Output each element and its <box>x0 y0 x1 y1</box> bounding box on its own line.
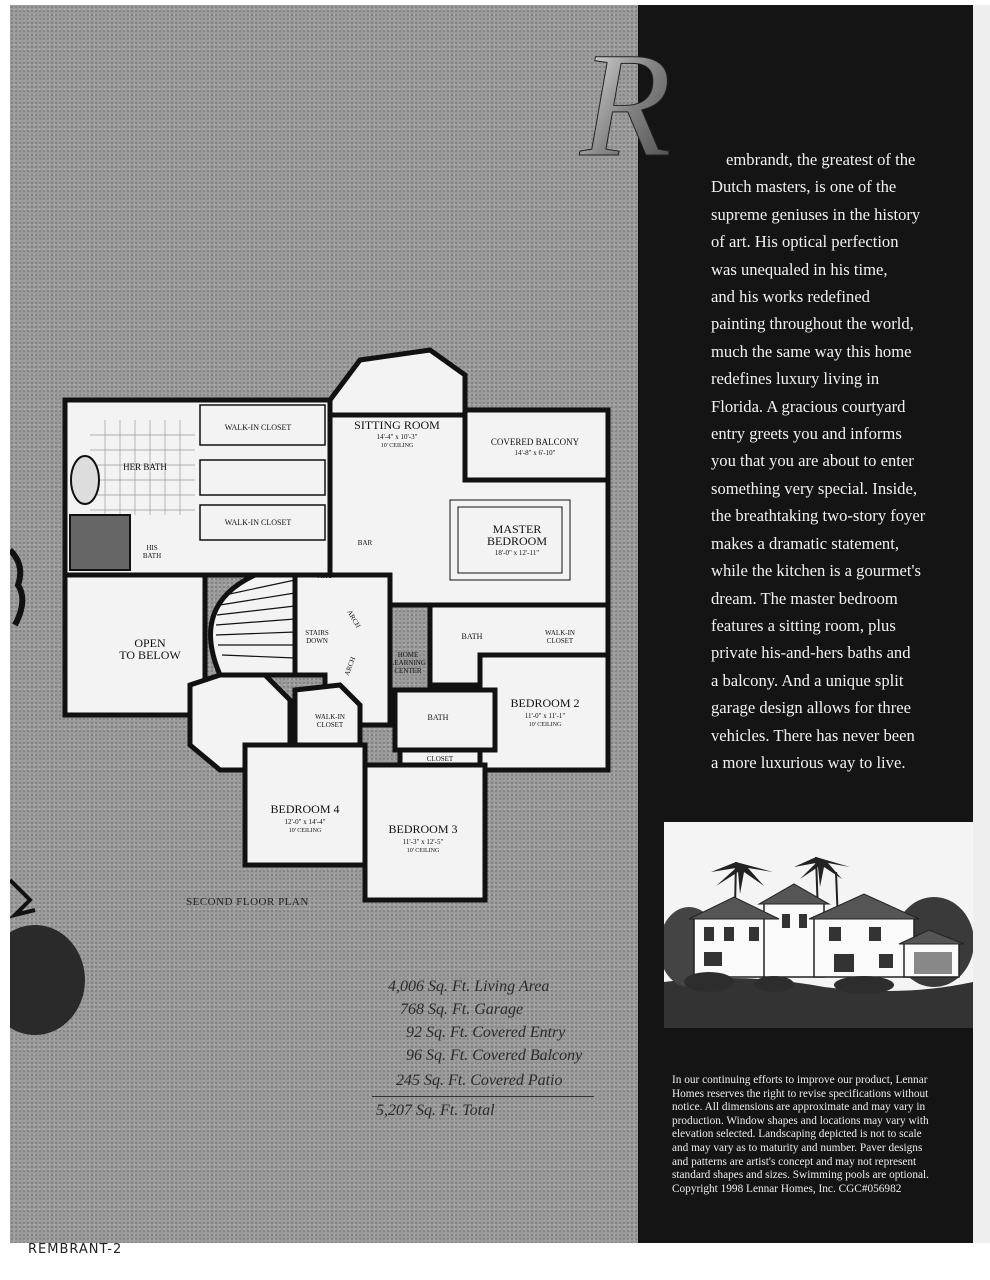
bedroom-4-label: BEDROOM 4 <box>270 802 340 816</box>
stairs-label: DOWN <box>306 637 328 645</box>
intro-line: a more luxurious way to live. <box>711 752 906 772</box>
disclaimer-line: standard shapes and sizes. Swimming pools are optional. <box>672 1169 929 1182</box>
intro-line: while the kitchen is a gourmet's <box>711 561 921 581</box>
walk-in-closet-label: CLOSET <box>316 721 344 729</box>
intro-line: of art. His optical perfection <box>711 232 899 252</box>
bedroom-3-dimensions: 11'-3" x 12'-5" <box>402 838 444 846</box>
arch-label: ARCH <box>343 655 358 677</box>
bath-2-label: BATH <box>427 713 449 722</box>
covered-balcony-dimensions: 14'-8" x 6'-10" <box>514 449 556 457</box>
second-floor-plan <box>60 345 620 905</box>
intro-line: Dutch masters, is one of the <box>711 177 897 197</box>
intro-line: painting throughout the world, <box>711 314 914 334</box>
intro-line: much the same way this home <box>711 341 912 361</box>
disclaimer-line: notice. All dimensions are approximate and may vary in <box>672 1101 926 1114</box>
legal-disclaimer <box>672 1074 972 1196</box>
page-edge <box>973 5 990 1243</box>
intro-line: something very special. Inside, <box>711 478 917 498</box>
walk-in-closet-label: WALK-IN <box>545 629 575 637</box>
disclaimer-line: elevation selected. Landscaping depicted is not to scale <box>672 1128 922 1141</box>
drop-cap-r <box>560 30 720 180</box>
intro-paragraph <box>711 146 951 776</box>
ahu-label: AHU <box>317 572 333 580</box>
home-learning-label: HOME <box>397 651 419 659</box>
plan-caption: SECOND FLOOR PLAN <box>186 896 309 908</box>
walk-in-closet-label: WALK-IN CLOSET <box>224 518 292 527</box>
intro-line: you that you are about to enter <box>711 451 914 471</box>
sitting-room-label: SITTING ROOM <box>354 418 440 432</box>
intro-line: dream. The master bedroom <box>711 588 898 608</box>
bedroom-3-ceiling: 10' CEILING <box>406 848 440 854</box>
master-bedroom-dimensions: 18'-0" x 12'-11" <box>494 549 540 557</box>
bedroom-3-label: BEDROOM 3 <box>388 822 458 836</box>
walk-in-closet-label: WALK-IN <box>315 713 345 721</box>
sqft-covered-balcony: 96 Sq. Ft. Covered Balcony <box>406 1047 583 1064</box>
open-to-below-label: OPEN <box>134 636 166 650</box>
walk-in-closet-label: CLOSET <box>546 637 574 645</box>
intro-line: embrandt, the greatest of the <box>726 150 916 169</box>
intro-line: garage design allows for three <box>711 698 911 718</box>
home-learning-label: LEARNING <box>390 659 426 667</box>
sqft-covered-patio: 245 Sq. Ft. Covered Patio <box>396 1072 563 1089</box>
stairs-label: STAIRS <box>305 629 329 637</box>
covered-balcony-label: COVERED BALCONY <box>490 437 580 447</box>
sqft-total: 5,207 Sq. Ft. Total <box>376 1102 495 1119</box>
bedroom-4-ceiling: 10' CEILING <box>288 828 322 834</box>
disclaimer-line: Homes reserves the right to revise specifications without <box>672 1087 929 1100</box>
bedroom-2-label: BEDROOM 2 <box>510 696 580 710</box>
intro-line: private his-and-hers baths and <box>711 643 911 663</box>
sqft-garage: 768 Sq. Ft. Garage <box>400 1001 524 1018</box>
svg-text:R: R <box>580 30 672 180</box>
walk-in-closet-label: WALK-IN CLOSET <box>224 423 292 432</box>
master-bath-label: BATH <box>461 632 483 641</box>
intro-line: the breathtaking two-story foyer <box>711 506 926 526</box>
her-bath-label: HER BATH <box>123 462 167 472</box>
intro-line: was unequaled in his time, <box>711 259 888 279</box>
handwritten-note: REMBRANT-2 <box>28 1242 123 1257</box>
intro-line: makes a dramatic statement, <box>711 533 899 553</box>
his-bath-label: HIS <box>146 544 158 552</box>
disclaimer-line: and may vary as to maturity and number. Paver designs <box>672 1141 923 1154</box>
disclaimer-line: Copyright 1998 Lennar Homes, Inc. CGC#056982 <box>672 1182 902 1195</box>
bedroom-2-dimensions: 11'-0" x 11'-1" <box>524 712 566 720</box>
his-bath-label: BATH <box>142 552 162 560</box>
sitting-room-dimensions: 14'-4" x 10'-3" <box>376 433 418 441</box>
intro-line: a balcony. And a unique split <box>711 670 904 690</box>
intro-line: Florida. A gracious courtyard <box>711 396 906 416</box>
intro-line: redefines luxury living in <box>711 369 880 389</box>
bar-label: BAR <box>357 539 373 547</box>
intro-line: vehicles. There has never been <box>711 725 915 745</box>
bedroom-2-ceiling: 10' CEILING <box>528 722 562 728</box>
arch-label: ARCH <box>345 608 363 630</box>
home-learning-label: CENTER <box>394 667 422 675</box>
master-bedroom-label: MASTER <box>492 522 542 536</box>
intro-line: and his works redefined <box>711 287 870 307</box>
sitting-room-ceiling: 10' CEILING <box>380 443 414 449</box>
house-elevation-illustration <box>664 822 973 1028</box>
sqft-living-area: 4,006 Sq. Ft. Living Area <box>388 978 550 995</box>
intro-line: supreme geniuses in the history <box>711 204 921 224</box>
intro-line: entry greets you and informs <box>711 424 902 444</box>
sqft-divider <box>372 1096 594 1097</box>
closet-label: CLOSET <box>426 755 454 763</box>
shrub-illustration <box>10 540 40 630</box>
intro-line: features a sitting room, plus <box>711 615 896 635</box>
bedroom-4-dimensions: 12'-0" x 14'-4" <box>284 818 326 826</box>
disclaimer-line: and patterns are artist's concept and may not represent <box>672 1155 917 1168</box>
master-bedroom-label: BEDROOM <box>486 534 548 548</box>
sqft-covered-entry: 92 Sq. Ft. Covered Entry <box>406 1024 566 1041</box>
disclaimer-line: In our continuing efforts to improve our product, Lennar <box>672 1074 928 1086</box>
disclaimer-line: production. Window shapes and locations may vary with <box>672 1114 929 1127</box>
open-to-below-label: TO BELOW <box>119 648 181 662</box>
